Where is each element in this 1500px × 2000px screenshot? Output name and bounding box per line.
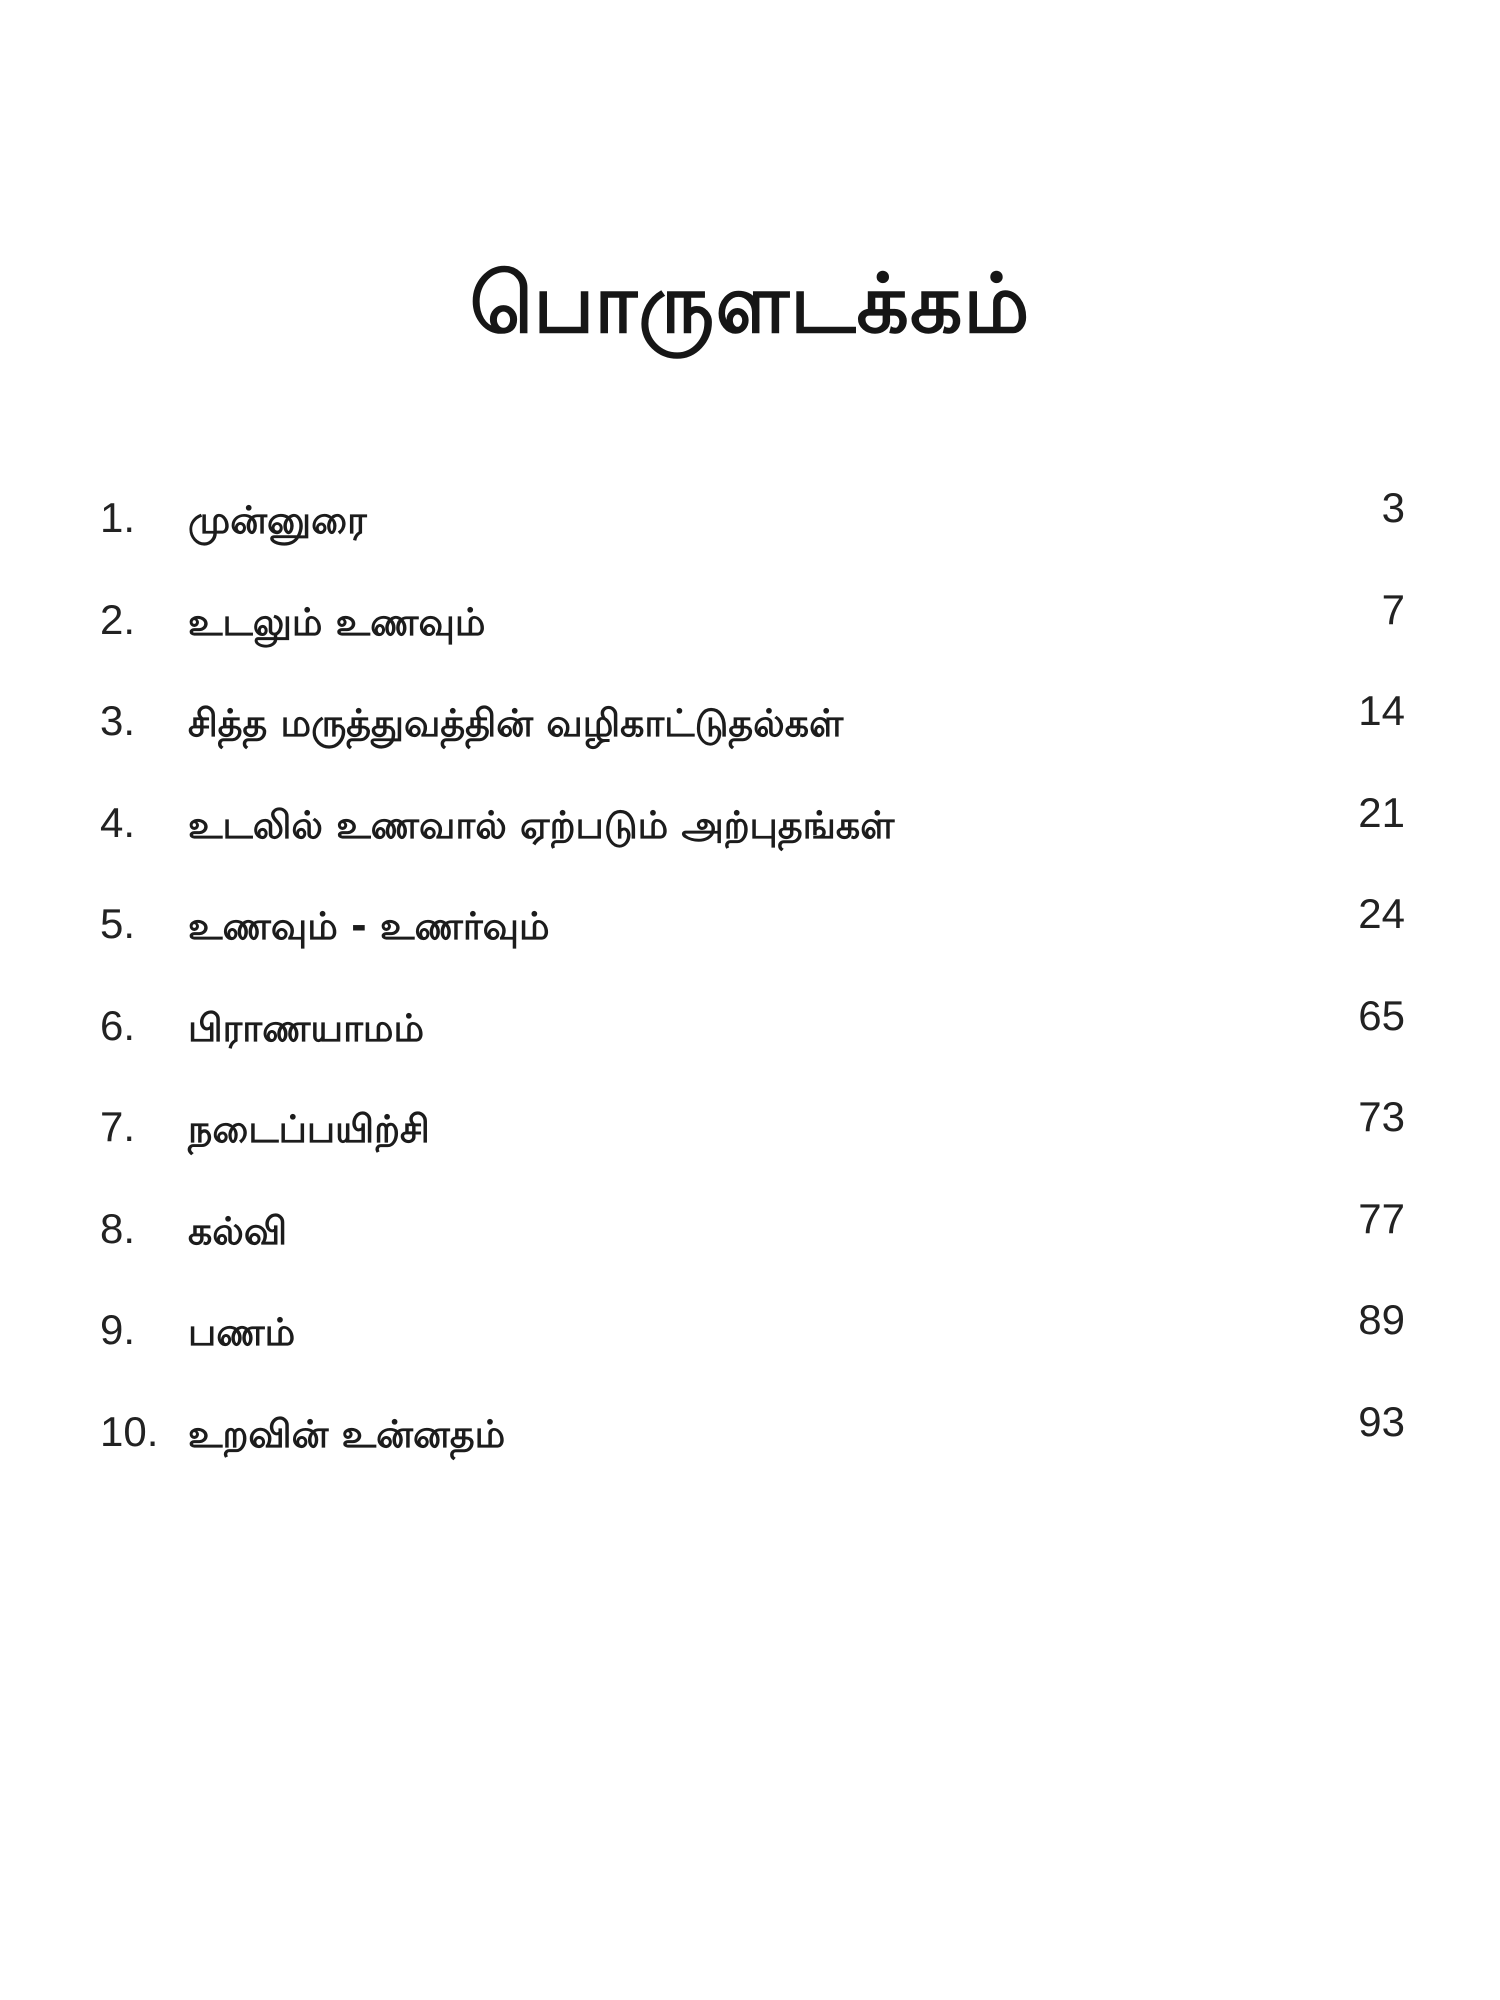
toc-entry [100,788,1405,899]
toc-entry-title: உடலில் உணவால் ஏற்படும் அற்புதங்கள் [188,802,895,847]
toc-entry-title: நடைப்பயிற்சி [188,1107,430,1151]
toc-entry-number: 7. [100,1103,136,1150]
toc-entry-title: முன்னுரை [188,498,367,542]
toc-entry-number: 9. [100,1306,136,1353]
toc-entry-page: 65 [1358,991,1405,1039]
table-of-contents [100,484,1405,1507]
toc-entry [100,1296,1405,1406]
toc-entry [100,1194,1405,1305]
toc-entry-title: பணம் [188,1310,296,1354]
toc-entry-page: 77 [1358,1194,1405,1242]
toc-entry [100,1093,1405,1203]
toc-entry-title: உடலும் உணவும் [188,599,486,644]
toc-entry [100,1397,1405,1508]
toc-entry-title: சித்த மருத்துவத்தின் வழிகாட்டுதல்கள் [188,701,844,745]
toc-entry-number: 1. [100,494,136,541]
toc-entry-title: உறவின் உன்னதம் [188,1411,506,1456]
toc-entry-number: 3. [100,697,136,744]
toc-entry [100,687,1405,797]
toc-entry-number: 6. [100,1001,136,1049]
toc-entry-title: பிராணயாமம் [188,1005,425,1050]
toc-entry-number: 4. [100,798,136,846]
toc-entry-page: 3 [1381,484,1405,531]
toc-entry-title: உணவும் - உணர்வும் [188,904,550,948]
toc-entry-title: கல்வி [188,1208,288,1253]
toc-entry [100,991,1405,1102]
toc-entry-page: 93 [1358,1397,1405,1445]
toc-entry-number: 2. [100,595,136,643]
toc-entry [100,484,1405,594]
toc-entry-page: 89 [1358,1296,1405,1343]
toc-entry-number: 5. [100,900,136,947]
toc-entry-page: 7 [1381,585,1405,633]
toc-entry-page: 14 [1358,687,1405,734]
toc-entry [100,890,1405,1000]
toc-entry-page: 21 [1358,788,1405,836]
toc-entry-number: 8. [100,1204,136,1252]
toc-entry-page: 24 [1358,890,1405,937]
toc-entry-page: 73 [1358,1093,1405,1140]
toc-entry [100,585,1405,696]
page-title: பொருளடக்கம் [469,257,1031,352]
toc-entry-number: 10. [100,1407,159,1455]
